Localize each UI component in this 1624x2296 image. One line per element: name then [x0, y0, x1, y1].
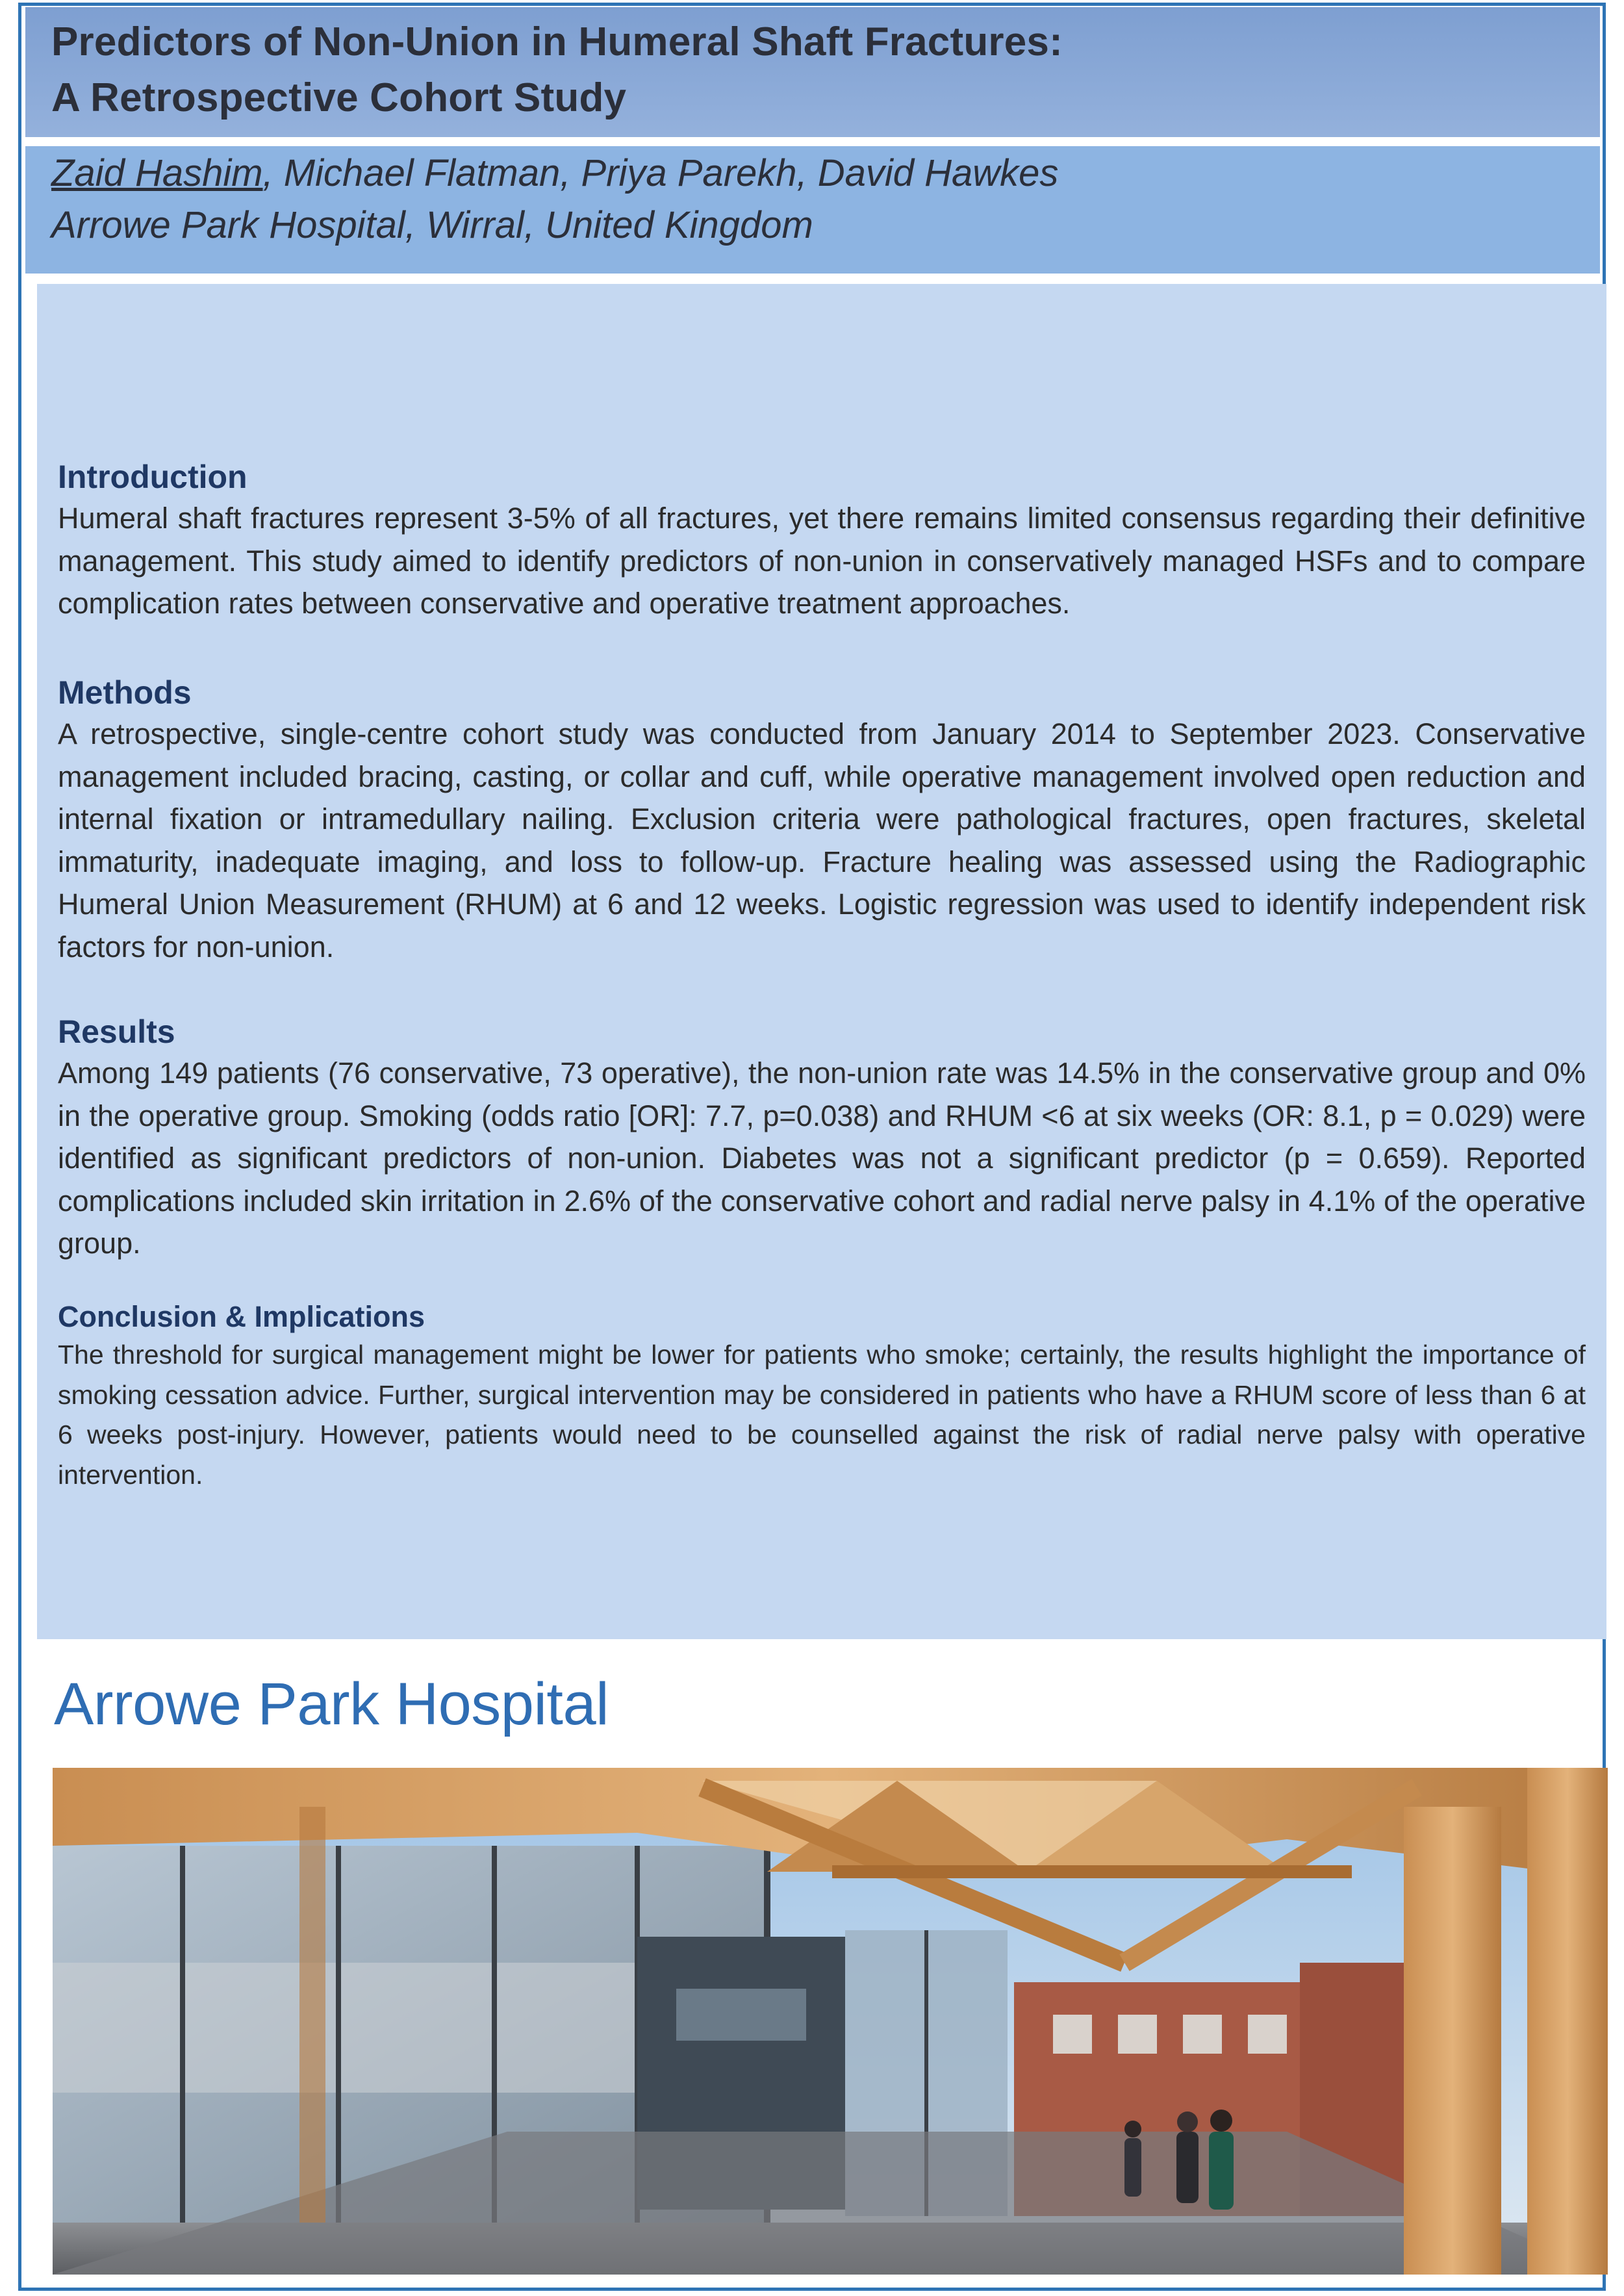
conclusion-heading: Conclusion & Implications — [58, 1300, 425, 1333]
title-band — [25, 7, 1600, 137]
coauthors: , Michael Flatman, Priya Parekh, David Hawkes — [262, 152, 1059, 194]
entrance-illustration — [53, 1768, 1608, 2275]
author-band — [25, 146, 1600, 274]
methods-text: A retrospective, single-centre cohort study was conducted from January 2014 to September 2023. Conservative management included bracing, casting, or collar and cuff, while operative management involved open reduction and internal fixation or intramedullary nailing. Exclusion criteria were pathological fractures, open fractures, skeletal immaturity, inadequate imaging, and loss to follow-up. Fracture healing was assessed using the Radiographic Humeral Union Measurement (RHUM) at 6 and 12 weeks. Logistic regression was used to identify independent risk factors for non-union. — [58, 717, 1586, 963]
introduction-heading: Introduction — [58, 459, 247, 495]
conclusion-section — [58, 1299, 1586, 1495]
conclusion-text: The threshold for surgical management might be lower for patients who smoke; certainly, the results highlight the importance of smoking cessation advice. Further, surgical intervention may be considered in patients who have a RHUM score of less than 6 at 6 weeks post-injury. However, patients would need to be counselled against the risk of radial nerve palsy with operative intervention. — [58, 1340, 1586, 1490]
abstract-panel — [37, 284, 1606, 1639]
introduction-text: Humeral shaft fractures represent 3-5% of all fractures, yet there remains limited consensus regarding their definitive management. This study aimed to identify predictors of non-union in conservatively managed HSFs and to compare complication rates between conservative and operative treatment approaches. — [58, 502, 1586, 620]
hospital-entrance-photo — [53, 1768, 1608, 2275]
introduction-section — [58, 457, 1586, 625]
hospital-logo: Arrowe Park Hospital — [54, 1671, 609, 1737]
presenting-author: Zaid Hashim — [51, 152, 263, 194]
poster-title-line-1: Predictors of Non-Union in Humeral Shaft Fractures: — [51, 19, 1063, 64]
methods-heading: Methods — [58, 674, 192, 711]
poster-title-line-2: A Retrospective Cohort Study — [51, 75, 627, 120]
results-heading: Results — [58, 1014, 175, 1050]
results-text: Among 149 patients (76 conservative, 73 operative), the non-union rate was 14.5% in the conservative group and 0% in the operative group. Smoking (odds ratio [OR]: 7.7, p=0.038) and RHUM <6 at six weeks (OR: 8.1, p = 0.029) were identified as significant predictors of non-union. Diabetes was not a significant predictor (p = 0.659). Reported complications included skin irritation in 2.6% of the conservative cohort and radial nerve palsy in 4.1% of the operative group. — [58, 1056, 1586, 1260]
author-list — [51, 151, 1058, 195]
affiliation: Arrowe Park Hospital, Wirral, United Kingdom — [51, 204, 813, 246]
poster-frame — [18, 3, 1606, 2291]
results-section — [58, 1012, 1586, 1265]
methods-section — [58, 672, 1586, 968]
